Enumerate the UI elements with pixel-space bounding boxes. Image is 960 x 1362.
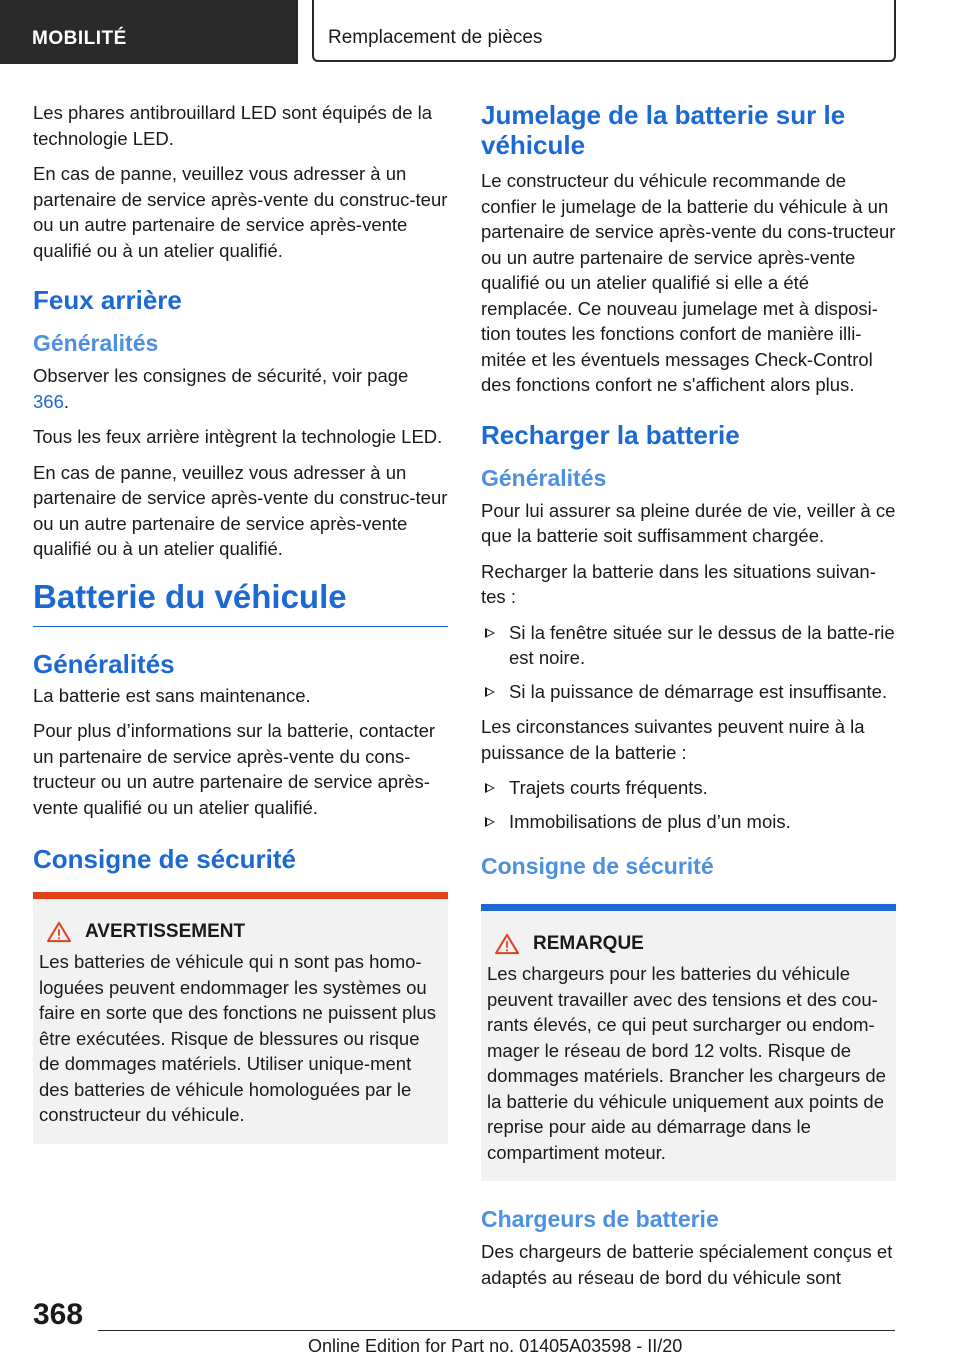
subsection-heading: Généralités xyxy=(33,330,159,356)
paragraph: La batterie est sans maintenance. xyxy=(33,684,311,706)
section-heading: Jumelage de la batterie sur le véhicule xyxy=(481,100,846,160)
paragraph: Pour lui assurer sa pleine durée de vie, veiller à ce que la batterie soit suffisamment chargée. xyxy=(481,499,896,546)
warning-triangle-icon xyxy=(493,933,521,955)
chapter-tab: Remplacement de pièces xyxy=(312,0,896,62)
list-item-text: Immobilisations de plus d’un mois. xyxy=(509,810,791,832)
bullet-list xyxy=(481,775,896,834)
note-label: REMARQUE xyxy=(533,933,644,954)
right-column xyxy=(481,100,896,1300)
warning-triangle-icon xyxy=(45,921,73,943)
bullet-triangle-icon xyxy=(485,687,495,697)
bullet-triangle-icon xyxy=(485,628,495,638)
list-item xyxy=(481,620,896,671)
note-text: Les chargeurs pour les batteries du véhicule peuvent travailler avec des tensions et des cou-rants élevés, ce qui peut surcharger ou endom-mager le réseau de bord 12 volts. Risque de dommages matériels. Brancher les chargeurs de la batterie du véhicule uniquement aux points de reprise pour aide au démarrage dans le compartiment moteur. xyxy=(487,963,886,1163)
text: . xyxy=(63,390,70,412)
section-heading: Recharger la batterie xyxy=(481,419,740,450)
paragraph: Pour plus d’informations sur la batterie, contacter un partenaire de service après-vente du cons-tructeur ou un autre partenaire de service après-vente qualifié ou un atelier qualifié. xyxy=(33,720,436,818)
paragraph: En cas de panne, veuillez vous adresser à un partenaire de service après-vente du construc-teur ou un autre partenaire de service après-vente qualifié ou à un atelier qualifié. xyxy=(33,461,448,559)
paragraph: Les phares antibrouillard LED sont équipés de la technologie LED. xyxy=(33,102,433,149)
warning-label: AVERTISSEMENT xyxy=(85,921,246,942)
list-item-text: Trajets courts fréquents. xyxy=(509,777,708,798)
section-heading: Généralités xyxy=(33,648,175,679)
page-number: 368 xyxy=(33,1298,84,1331)
list-item-text: Si la fenêtre située sur le dessus de la batte-rie est noire. xyxy=(509,621,895,668)
chapter-heading: Batterie du véhicule xyxy=(33,578,448,627)
footer-divider xyxy=(98,1330,895,1331)
list-item xyxy=(481,775,896,801)
page-link[interactable]: 366 xyxy=(33,390,64,412)
bullet-triangle-icon xyxy=(485,817,495,827)
subsection-heading: Généralités xyxy=(481,464,607,491)
paragraph: Les circonstances suivantes peuvent nuire à la puissance de la batterie : xyxy=(481,716,865,763)
footer-edition: Online Edition for Part no. 01405A03598 - II/20 xyxy=(308,1336,683,1356)
list-item xyxy=(481,809,896,835)
list-item xyxy=(481,679,896,705)
bullet-triangle-icon xyxy=(485,783,495,793)
subsection-heading: Consigne de sécurité xyxy=(481,853,714,879)
warning-box xyxy=(33,892,448,1144)
paragraph: En cas de panne, veuillez vous adresser à un partenaire de service après-vente du construc-teur ou un autre partenaire de service après-vente qualifié ou à un atelier qualifié. xyxy=(33,163,448,261)
left-column xyxy=(33,100,448,1156)
warning-text: Les batteries de véhicule qui n sont pas homo-loguées peuvent endommager les systèmes ou faire en sorte que des fonctions ne puissent plus être exécutées. Risque de blessures ou risque de dommages matériels. Utiliser unique-ment des batteries de véhicule homologuées par le constructeur du véhicule. xyxy=(39,951,436,1125)
list-item-text: Si la puissance de démarrage est insuffisante. xyxy=(509,680,888,702)
paragraph xyxy=(33,363,448,414)
page-header xyxy=(0,0,960,66)
note-box xyxy=(481,904,896,1181)
bullet-list xyxy=(481,620,896,705)
section-heading: Feux arrière xyxy=(33,285,182,315)
paragraph: Des chargeurs de batterie spécialement conçus et adaptés au réseau de bord du véhicule sont xyxy=(481,1241,893,1288)
paragraph: Le constructeur du véhicule recommande de confier le jumelage de la batterie du véhicule à un partenaire de service après-vente du cons-tructeur ou un autre partenaire de service après-vente qualifié ou un atelier qualifié si elle a été remplacée. Ce nouveau jumelage met à disposi-tion toutes les fonctions confort de manière illi-mitée et les éventuels messages Check-Control des fonctions confort ne s'affichent alors plus. xyxy=(481,170,896,395)
note-title xyxy=(487,933,888,955)
section-tab: MOBILITÉ xyxy=(0,0,298,64)
subsection-heading: Chargeurs de batterie xyxy=(481,1206,719,1232)
warning-title xyxy=(39,921,440,943)
paragraph: Recharger la batterie dans les situations suivan-tes : xyxy=(481,560,876,607)
section-heading: Consigne de sécurité xyxy=(33,844,296,874)
text: Observer les consignes de sécurité, voir page xyxy=(33,365,409,386)
paragraph: Tous les feux arrière intègrent la technologie LED. xyxy=(33,426,443,447)
